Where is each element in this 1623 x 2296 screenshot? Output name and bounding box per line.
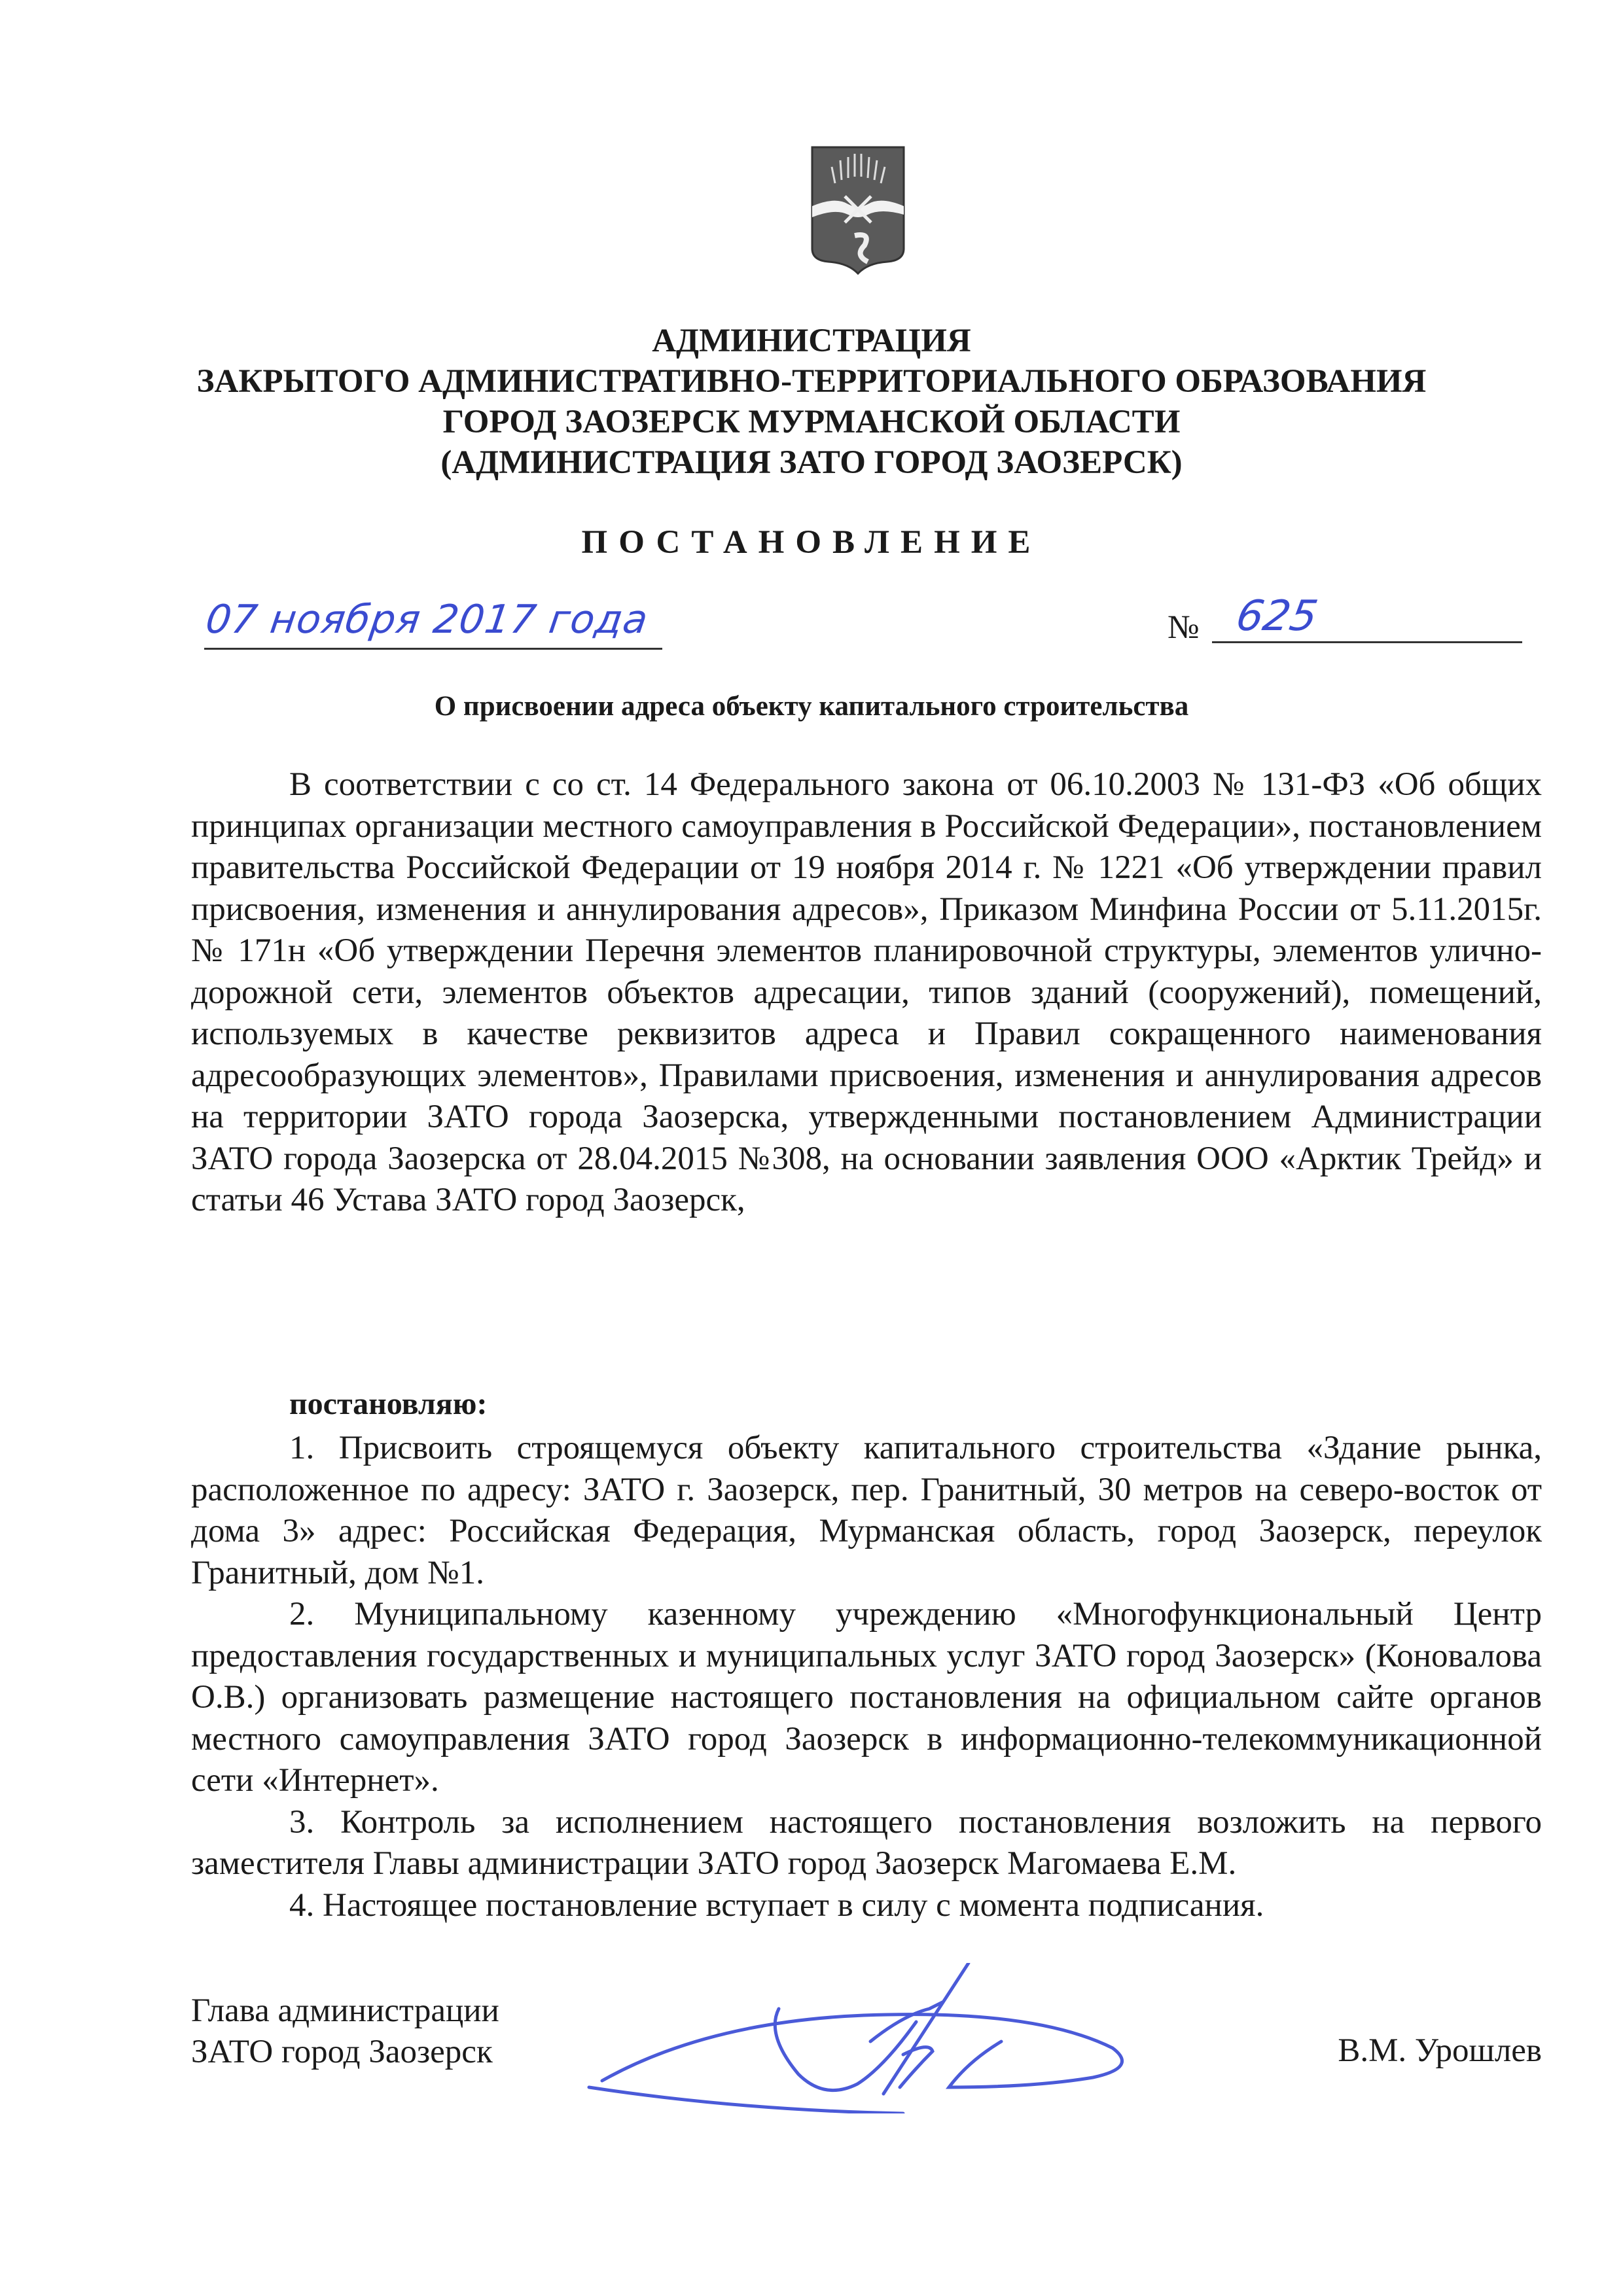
handwritten-signature	[576, 1963, 1178, 2113]
header-line-2: ЗАКРЫТОГО АДМИНИСТРАТИВНО-ТЕРРИТОРИАЛЬНОГО ОБРАЗОВАНИЯ	[196, 363, 1427, 400]
signatory-position-line-2: ЗАТО город Заозерск	[191, 2034, 493, 2070]
signatory-position-line-1: Глава администрации	[191, 1992, 499, 2029]
number-underline	[1212, 641, 1522, 643]
decree-item: 3. Контроль за исполнением настоящего постановления возложить на первого заместителя Главы администрации ЗАТО город Заозерск Магомаева Е.М.	[191, 1803, 1542, 1882]
document-subject: О присвоении адреса объекту капитального строительства	[434, 691, 1189, 722]
header-line-3: ГОРОД ЗАОЗЕРСК МУРМАНСКОЙ ОБЛАСТИ	[442, 404, 1181, 440]
preamble-block	[191, 764, 1542, 1222]
decree-item: 4. Настоящее постановление вступает в силу с момента подписания.	[289, 1886, 1264, 1924]
decree-item: 2. Муниципальному казенному учреждению «Многофункциональный Центр предоставления государственных и муниципальных услуг ЗАТО город Заозерск» (Коновалова О.В.) организовать размещение настоящего постановления на официальном сайте органов местного самоуправления ЗАТО город Заозерск в информационно-телекоммуникационной сети «Интернет».	[191, 1596, 1542, 1799]
decree-item: 1. Присвоить строящемуся объекту капитального строительства «Здание рынка, расположенное по адресу: ЗАТО г. Заозерск, пер. Гранитный, 30 метров на северо-восток от дома 3» адрес: Российская Федерация, Мурманская область, город Заозерск, переулок Гранитный, дом №1.	[191, 1430, 1542, 1591]
handwritten-number: 625	[1232, 592, 1321, 641]
header-line-4: (АДМИНИСТРАЦИЯ ЗАТО ГОРОД ЗАОЗЕРСК)	[440, 444, 1183, 481]
handwritten-date: 07 ноября 2017 года	[203, 597, 651, 643]
signatory-name: В.М. Урошлев	[1338, 2032, 1542, 2069]
document-type-title: ПОСТАНОВЛЕНИЕ	[581, 524, 1042, 561]
header-line-1: АДМИНИСТРАЦИЯ	[652, 323, 971, 359]
signatory-position	[191, 1990, 499, 2073]
coat-of-arms-icon	[809, 144, 907, 275]
number-sign: №	[1168, 609, 1200, 646]
decree-label: постановляю:	[289, 1386, 488, 1421]
decree-items	[191, 1428, 1542, 1926]
preamble-paragraph: В соответствии с со ст. 14 Федерального закона от 06.10.2003 № 131-ФЗ «Об общих принципах организации местного самоуправления в Российской Федерации», постановлением правительства Российской Федерации от 19 ноября 2014 г. № 1221 «Об утверждении правил присвоения, изменения и аннулирования адресов», Приказом Минфина России от 5.11.2015г. № 171н «Об утверждении Перечня элементов планировочной структуры, элементов улично-дорожной сети, элементов объектов адресации, типов зданий (сооружений), помещений, используемых в качестве реквизитов адреса и Правил сокращенного наименования адресообразующих элементов», Правилами присвоения, изменения и аннулирования адресов на территории ЗАТО города Заозерска, утвержденными постановлением Администрации ЗАТО города Заозерска от 28.04.2015 №308, на основании заявления ООО «Арктик Трейд» и статьи 46 Устава ЗАТО город Заозерск,	[191, 766, 1542, 1218]
date-underline	[204, 648, 662, 650]
